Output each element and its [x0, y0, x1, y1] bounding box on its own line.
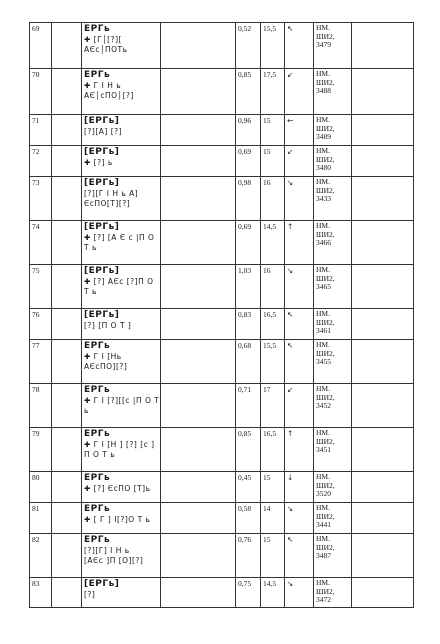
diameter-value: 16,5	[261, 428, 285, 472]
inscription-text	[82, 428, 161, 472]
row-number: 71	[30, 115, 52, 146]
empty-cell	[52, 384, 82, 428]
inscription-text	[82, 146, 161, 177]
empty-cell	[161, 265, 236, 309]
empty-cell	[52, 146, 82, 177]
empty-cell	[352, 534, 414, 578]
source-reference	[314, 177, 352, 221]
source-line: НМ.	[316, 221, 330, 230]
diameter-value: 15,5	[261, 23, 285, 69]
table-row	[30, 340, 414, 384]
source-line: ШИ2,	[316, 123, 335, 133]
source-reference	[314, 115, 352, 146]
direction-arrow-icon: ↘	[285, 265, 314, 309]
inscription-line: ✚ [?] АЄс [?]П О	[84, 277, 154, 286]
empty-cell	[161, 578, 236, 608]
inscription-text	[82, 221, 161, 265]
source-line: НМ.	[316, 578, 330, 587]
inscription-line: [EРГь]	[84, 266, 120, 276]
inscription-line: EРГь	[84, 504, 111, 514]
inscription-line: ЄсПО[Т][?]	[84, 199, 131, 208]
empty-cell	[52, 115, 82, 146]
inscription-line: [EРГь]	[84, 310, 120, 320]
source-line: ШИ2,	[316, 185, 335, 195]
inscription-text	[82, 384, 161, 428]
source-line: ШИ2,	[316, 31, 335, 41]
diameter-value: 15,5	[261, 340, 285, 384]
empty-cell	[352, 115, 414, 146]
inscription-line: [?] [П О Т ]	[84, 321, 132, 330]
table-row	[30, 115, 414, 146]
weight-value: 0,69	[236, 146, 261, 177]
source-line: 3452	[316, 401, 331, 410]
table-row	[30, 503, 414, 534]
diameter-value: 14,5	[261, 221, 285, 265]
source-line: 3489	[316, 132, 331, 141]
row-number: 70	[30, 69, 52, 115]
empty-cell	[352, 69, 414, 115]
inscription-line: ь	[84, 406, 89, 415]
weight-value: 0,85	[236, 428, 261, 472]
inscription-line: EРГь	[84, 429, 111, 439]
source-line: ШИ2,	[316, 229, 335, 239]
empty-cell	[161, 534, 236, 578]
empty-cell	[52, 472, 82, 503]
source-line: ШИ2,	[316, 511, 335, 521]
row-number: 76	[30, 309, 52, 340]
inscription-line: ✚ [?] ЄсПО [Т]ь	[84, 484, 151, 493]
inscription-line: Т ь	[84, 287, 97, 296]
weight-value: 0,85	[236, 69, 261, 115]
table-row	[30, 146, 414, 177]
source-line: 3480	[316, 163, 331, 172]
source-line: ШИ2,	[316, 154, 335, 164]
empty-cell	[161, 384, 236, 428]
empty-cell	[161, 177, 236, 221]
source-line: НМ.	[316, 534, 330, 543]
source-line: НМ.	[316, 23, 330, 32]
inscription-line: EРГь	[84, 385, 111, 395]
empty-cell	[161, 69, 236, 115]
inscription-line: ✚ Г І [Нь	[84, 352, 122, 361]
empty-cell	[52, 309, 82, 340]
source-line: 3487	[316, 551, 331, 560]
inscription-line: ✚ [?] ь	[84, 158, 113, 167]
empty-cell	[52, 221, 82, 265]
empty-cell	[352, 578, 414, 608]
source-line: НМ.	[316, 177, 330, 186]
inscription-line: ✚ Г І Н ь	[84, 81, 122, 90]
inscription-text	[82, 503, 161, 534]
weight-value: 0,52	[236, 23, 261, 69]
row-number: 81	[30, 503, 52, 534]
weight-value: 0,83	[236, 309, 261, 340]
inscription-text	[82, 265, 161, 309]
inscription-text	[82, 472, 161, 503]
weight-value: 0,71	[236, 384, 261, 428]
source-line: 3441	[316, 520, 331, 529]
source-line: 3433	[316, 194, 331, 203]
register-table	[29, 22, 414, 608]
source-reference	[314, 69, 352, 115]
inscription-line: Т ь	[84, 243, 97, 252]
direction-arrow-icon: ↘	[285, 177, 314, 221]
direction-arrow-icon: ↖	[285, 534, 314, 578]
row-number: 78	[30, 384, 52, 428]
inscription-text	[82, 23, 161, 69]
source-line: ШИ2,	[316, 480, 335, 490]
inscription-line: [?][А] [?]	[84, 127, 123, 136]
diameter-value: 16	[261, 177, 285, 221]
empty-cell	[352, 503, 414, 534]
empty-cell	[161, 115, 236, 146]
source-line: 3451	[316, 445, 331, 454]
inscription-line: АЄс│ПОТь	[84, 45, 128, 54]
source-line: ШИ2,	[316, 392, 335, 402]
inscription-line: [EРГь]	[84, 116, 120, 126]
empty-cell	[352, 384, 414, 428]
inscription-line: [?][Г] І Н ь	[84, 546, 130, 555]
empty-cell	[161, 23, 236, 69]
table-row	[30, 578, 414, 608]
row-number: 72	[30, 146, 52, 177]
empty-cell	[352, 23, 414, 69]
inscription-text	[82, 115, 161, 146]
diameter-value: 16	[261, 265, 285, 309]
weight-value: 0,69	[236, 221, 261, 265]
source-reference	[314, 578, 352, 608]
empty-cell	[352, 177, 414, 221]
inscription-line: ✚ [Г│[?][	[84, 35, 122, 44]
empty-cell	[52, 534, 82, 578]
weight-value: 0,45	[236, 472, 261, 503]
source-line: НМ.	[316, 265, 330, 274]
source-line: 3472	[316, 595, 331, 604]
inscription-line: ✚ Г І [Н ] [?] [с ]	[84, 440, 155, 449]
source-reference	[314, 23, 352, 69]
source-line: 3466	[316, 238, 331, 247]
source-line: 3488	[316, 86, 331, 95]
source-reference	[314, 384, 352, 428]
row-number: 69	[30, 23, 52, 69]
direction-arrow-icon: ↙	[285, 384, 314, 428]
diameter-value: 15	[261, 472, 285, 503]
inscription-text	[82, 177, 161, 221]
inscription-line: [EРГь]	[84, 147, 120, 157]
empty-cell	[352, 340, 414, 384]
source-line: НМ.	[316, 340, 330, 349]
empty-cell	[352, 265, 414, 309]
weight-value: 1,03	[236, 265, 261, 309]
row-number: 79	[30, 428, 52, 472]
weight-value: 0,58	[236, 503, 261, 534]
empty-cell	[352, 146, 414, 177]
direction-arrow-icon: ↘	[285, 578, 314, 608]
source-reference	[314, 146, 352, 177]
empty-cell	[52, 265, 82, 309]
table-row	[30, 221, 414, 265]
inscription-line: EРГь	[84, 70, 111, 80]
row-number: 80	[30, 472, 52, 503]
row-number: 83	[30, 578, 52, 608]
source-reference	[314, 309, 352, 340]
weight-value: 0,75	[236, 578, 261, 608]
inscription-line: EРГь	[84, 341, 111, 351]
table-row	[30, 384, 414, 428]
source-line: ШИ2,	[316, 542, 335, 552]
source-reference	[314, 221, 352, 265]
diameter-value: 15	[261, 534, 285, 578]
source-reference	[314, 428, 352, 472]
empty-cell	[161, 428, 236, 472]
table-row	[30, 69, 414, 115]
source-line: ШИ2,	[316, 348, 335, 358]
source-line: НМ.	[316, 384, 330, 393]
table-row	[30, 534, 414, 578]
empty-cell	[352, 472, 414, 503]
diameter-value: 15	[261, 146, 285, 177]
weight-value: 0,98	[236, 177, 261, 221]
source-line: 3455	[316, 357, 331, 366]
empty-cell	[161, 221, 236, 265]
diameter-value: 17	[261, 384, 285, 428]
inscription-line: [АЄс ]П [О][?]	[84, 556, 144, 565]
inscription-line: [EРГь]	[84, 178, 120, 188]
source-line: НМ.	[316, 428, 330, 437]
inscription-line: АЄ│сПО│[?]	[84, 91, 134, 100]
row-number: 75	[30, 265, 52, 309]
row-number: 77	[30, 340, 52, 384]
inscription-line: [EРГь]	[84, 579, 120, 589]
row-number: 73	[30, 177, 52, 221]
inscription-line: ✚ [?] [А Є с |П О	[84, 233, 155, 242]
source-reference	[314, 472, 352, 503]
table-row	[30, 428, 414, 472]
inscription-line: EРГь	[84, 473, 111, 483]
direction-arrow-icon: ↓	[285, 472, 314, 503]
empty-cell	[161, 340, 236, 384]
table-row	[30, 472, 414, 503]
diameter-value: 17,5	[261, 69, 285, 115]
source-reference	[314, 534, 352, 578]
empty-cell	[52, 69, 82, 115]
source-line: НМ.	[316, 472, 330, 481]
source-line: НМ.	[316, 69, 330, 78]
source-line: 3465	[316, 282, 331, 291]
empty-cell	[52, 503, 82, 534]
direction-arrow-icon: ←	[285, 115, 314, 146]
empty-cell	[352, 428, 414, 472]
inscription-text	[82, 578, 161, 608]
source-reference	[314, 265, 352, 309]
direction-arrow-icon: ↖	[285, 309, 314, 340]
diameter-value: 16,5	[261, 309, 285, 340]
empty-cell	[52, 428, 82, 472]
inscription-text	[82, 69, 161, 115]
empty-cell	[52, 177, 82, 221]
direction-arrow-icon: ↘	[285, 503, 314, 534]
empty-cell	[352, 309, 414, 340]
inscription-line: П О Т ь	[84, 450, 116, 459]
source-line: ШИ2,	[316, 586, 335, 596]
source-line: НМ.	[316, 309, 330, 318]
empty-cell	[161, 472, 236, 503]
source-line: 3479	[316, 40, 331, 49]
empty-cell	[52, 340, 82, 384]
empty-cell	[161, 503, 236, 534]
inscription-text	[82, 340, 161, 384]
inscription-text	[82, 534, 161, 578]
diameter-value: 15	[261, 115, 285, 146]
row-number: 82	[30, 534, 52, 578]
direction-arrow-icon: ↖	[285, 23, 314, 69]
table-row	[30, 265, 414, 309]
source-line: ШИ2,	[316, 436, 335, 446]
weight-value: 0,68	[236, 340, 261, 384]
empty-cell	[161, 309, 236, 340]
empty-cell	[52, 578, 82, 608]
direction-arrow-icon: ↙	[285, 146, 314, 177]
inscription-line: [?][Г І Н ь А]	[84, 189, 139, 198]
empty-cell	[161, 146, 236, 177]
inscription-line: АЄсПО][?]	[84, 362, 128, 371]
inscription-line: [EРГь]	[84, 222, 120, 232]
inscription-text	[82, 309, 161, 340]
direction-arrow-icon: ↑	[285, 428, 314, 472]
source-reference	[314, 503, 352, 534]
diameter-value: 14	[261, 503, 285, 534]
source-line: ШИ2,	[316, 77, 335, 87]
table-row	[30, 177, 414, 221]
inscription-line: EРГь	[84, 24, 111, 34]
inscription-line: EРГь	[84, 535, 111, 545]
source-line: 3461	[316, 326, 331, 335]
diameter-value: 14,5	[261, 578, 285, 608]
direction-arrow-icon: ↙	[285, 69, 314, 115]
weight-value: 0,76	[236, 534, 261, 578]
source-line: ШИ2,	[316, 273, 335, 283]
source-line: НМ.	[316, 115, 330, 124]
source-line: 3520	[316, 489, 331, 498]
inscription-line: ✚ Г І [?][[с |П О Т	[84, 396, 160, 405]
empty-cell	[352, 221, 414, 265]
table-row	[30, 309, 414, 340]
table-row	[30, 23, 414, 69]
source-line: ШИ2,	[316, 317, 335, 327]
inscription-line: ✚ [ Г ] І[?]О Т ь	[84, 515, 151, 524]
source-reference	[314, 340, 352, 384]
weight-value: 0,96	[236, 115, 261, 146]
source-line: НМ.	[316, 146, 330, 155]
source-line: НМ.	[316, 503, 330, 512]
direction-arrow-icon: ↖	[285, 340, 314, 384]
direction-arrow-icon: ↑	[285, 221, 314, 265]
empty-cell	[52, 23, 82, 69]
row-number: 74	[30, 221, 52, 265]
inscription-line: [?]	[84, 590, 96, 599]
